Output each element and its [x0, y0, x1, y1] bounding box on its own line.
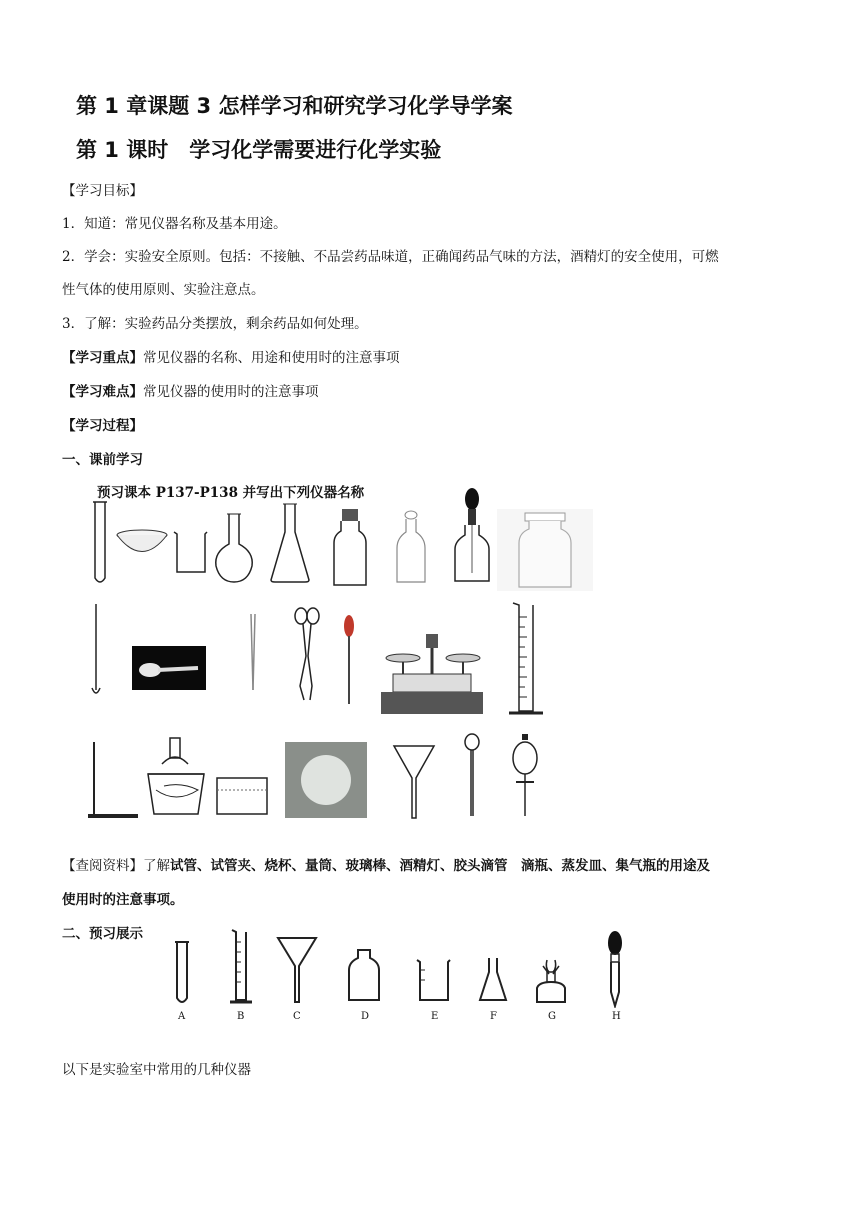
label-f: F [490, 1011, 497, 1022]
goal-1: 1．知道：常见仪器名称及基本用途。 [62, 216, 287, 232]
sketch-funnel-icon [276, 936, 318, 1004]
sketch-alcohol-lamp-icon [533, 958, 569, 1006]
dropper-bottle-icon [452, 487, 492, 583]
dropper-icon [342, 614, 356, 706]
sketch-beaker-icon [415, 958, 451, 1002]
sketch-test-tube-icon [172, 940, 192, 1006]
goal-3: 3．了解：实验药品分类摆放，剩余药品如何处理。 [62, 316, 368, 332]
section-2-title: 二、预习展示 [62, 926, 143, 942]
key-points [62, 346, 400, 366]
label-e: E [431, 1011, 439, 1022]
diff-text: 常见仪器的使用时的注意事项 [143, 384, 319, 400]
sketch-conical-flask-icon [478, 956, 508, 1002]
ref-label: 【查阅资料】 [62, 858, 143, 874]
test-tube-icon [92, 500, 108, 588]
asbestos-gauze-icon [285, 742, 367, 818]
ref-text-1: 了解 [143, 858, 170, 874]
funnel-icon [392, 744, 436, 820]
medicine-spoon-icon [132, 646, 206, 690]
lesson-title: 第 1 课时 学习化学需要进行化学实验 [76, 138, 442, 162]
reference-line-1 [62, 854, 710, 874]
evaporating-dish-icon [115, 528, 169, 558]
diff-label: 【学习难点】 [62, 384, 143, 400]
preview-instruction: 预习课本 P137-P138 并写出下列仪器名称 [97, 485, 365, 501]
goal-2-line-2: 性气体的使用原则、实验注意点。 [62, 282, 265, 298]
trough-icon [215, 776, 269, 816]
sketch-bottle-icon [346, 948, 382, 1002]
tweezers-icon [247, 612, 259, 692]
combustion-spoon-icon [88, 602, 104, 698]
long-neck-funnel-icon [462, 732, 482, 818]
label-g: G [548, 1011, 556, 1022]
goals-header: 【学习目标】 [62, 183, 143, 199]
difficulties [62, 380, 319, 400]
label-c: C [293, 1011, 301, 1022]
label-d: D [361, 1011, 370, 1022]
gas-jar-icon [497, 509, 593, 591]
ref-text-2: 试管、试管夹、烧杯、量筒、玻璃棒、酒精灯、胶头滴管 滴瓶、蒸发皿、集气瓶的用途及 [170, 858, 710, 874]
sketch-dropper-icon [604, 930, 626, 1008]
key-text: 常见仪器的名称、用途和使用时的注意事项 [143, 350, 400, 366]
iron-stand-icon [86, 740, 140, 820]
page-title: 第 1 章课题 3 怎样学习和研究学习化学导学案 [76, 94, 513, 118]
conical-flask-icon [269, 502, 311, 584]
goal-2-line-1: 2．学会：实验安全原则。包括：不接触、不品尝药品味道，正确闻药品气味的方法，酒精灯的安全使用，可燃 [62, 249, 719, 265]
beaker-icon [172, 530, 208, 574]
wide-mouth-bottle-icon [332, 507, 368, 587]
round-flask-icon [212, 512, 256, 584]
alcohol-lamp-icon [142, 734, 212, 820]
label-b: B [237, 1011, 245, 1022]
reagent-bottle-icon [393, 510, 429, 584]
balance-icon [379, 630, 485, 716]
reference-line-2: 使用时的注意事项。 [62, 892, 184, 908]
sketch-graduated-cylinder-icon [228, 928, 254, 1006]
separatory-funnel-icon [510, 732, 540, 818]
label-h: H [612, 1011, 621, 1022]
section-1-title: 一、课前学习 [62, 452, 143, 468]
crucible-tongs-icon [292, 606, 322, 702]
process-header: 【学习过程】 [62, 418, 143, 434]
graduated-cylinder-icon [505, 601, 547, 721]
key-label: 【学习重点】 [62, 350, 143, 366]
label-a: A [178, 1011, 186, 1022]
closing-line: 以下是实验室中常用的几种仪器 [62, 1062, 251, 1078]
